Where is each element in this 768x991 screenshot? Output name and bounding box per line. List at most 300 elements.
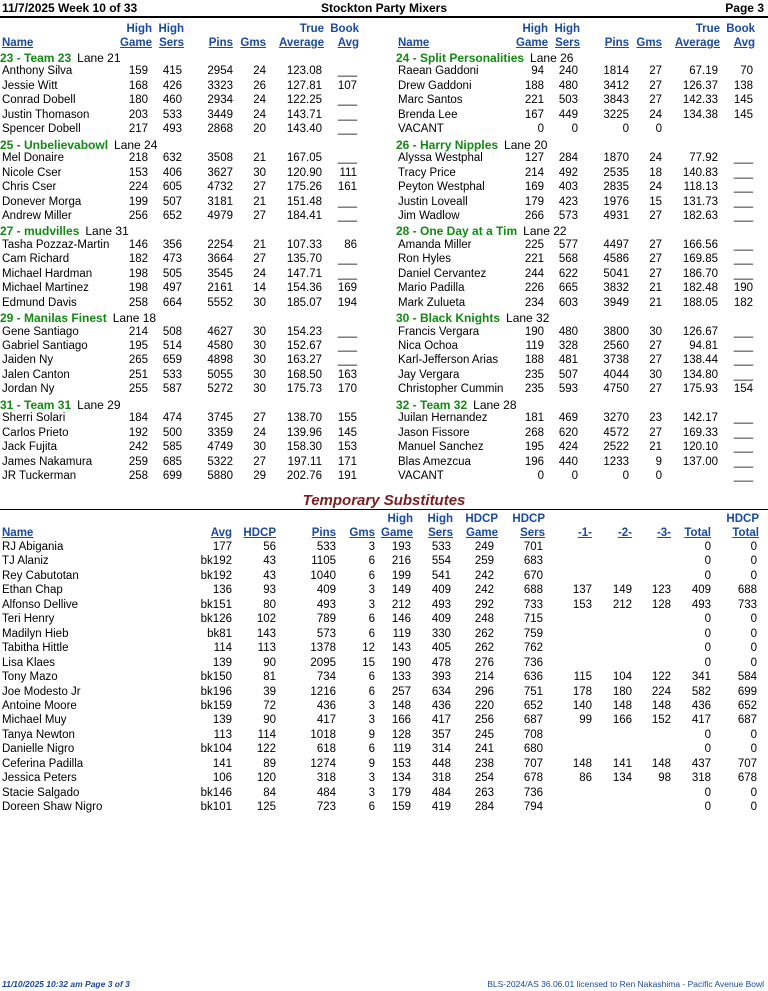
player-name: JR Tuckerman — [2, 470, 77, 483]
sub-col-pins: Pins — [311, 527, 336, 539]
sub-high-sers: 409 — [431, 613, 451, 626]
games: 14 — [253, 282, 266, 295]
high-sers: 481 — [558, 354, 578, 367]
sub-row — [0, 729, 768, 743]
sub-games: 3 — [368, 598, 375, 611]
book-average: ___ — [337, 340, 357, 352]
sub-high-sers: 541 — [431, 569, 451, 582]
sub-game-1: 115 — [573, 671, 592, 684]
high-game: 203 — [128, 108, 148, 121]
player-row — [0, 123, 384, 137]
sub-handicap: 84 — [263, 786, 276, 799]
sub-game-2: 180 — [612, 685, 632, 698]
high-game: 214 — [128, 325, 148, 338]
sub-games: 9 — [368, 757, 375, 770]
sub-row — [0, 613, 768, 627]
true-average: 151.48 — [286, 195, 322, 208]
sub-games: 6 — [368, 671, 375, 684]
page-number: Page 3 — [725, 1, 764, 15]
sub-hdcp-total: 584 — [737, 671, 757, 684]
sub-handicap: 102 — [256, 613, 276, 626]
sub-col-hdcp-sers-line2: Sers — [520, 527, 545, 539]
sub-games: 12 — [362, 642, 375, 655]
sub-games: 6 — [368, 569, 375, 582]
book-average: ___ — [337, 267, 357, 280]
team-header — [0, 398, 121, 412]
high-game: 169 — [524, 181, 544, 194]
high-sers: 533 — [162, 108, 182, 121]
high-sers: 620 — [558, 426, 578, 439]
high-sers: 603 — [558, 296, 578, 309]
pins: 5880 — [207, 470, 233, 483]
high-sers: 474 — [162, 412, 182, 425]
book-average: ___ — [337, 65, 357, 78]
sub-col-total: Total — [684, 527, 711, 539]
sub-name: TJ Alaniz — [2, 555, 49, 568]
sub-hdcp-sers: 687 — [523, 714, 543, 727]
col-book-avg-line2: Avg — [337, 37, 359, 49]
book-average: ___ — [733, 238, 753, 251]
player-row — [396, 456, 768, 470]
sub-games: 6 — [368, 801, 375, 814]
player-row — [396, 383, 768, 397]
games: 0 — [655, 470, 662, 483]
sub-hdcp-sers: 707 — [523, 757, 543, 770]
games: 30 — [253, 383, 266, 396]
player-row — [0, 239, 384, 253]
sub-high-sers: 436 — [431, 699, 451, 712]
true-average: 166.56 — [682, 238, 718, 251]
games: 24 — [253, 94, 266, 107]
true-average: 158.30 — [286, 441, 322, 454]
high-sers: 664 — [162, 296, 182, 309]
sub-hdcp-total: 699 — [737, 685, 757, 698]
sub-hdcp-sers: 736 — [523, 656, 543, 669]
player-row — [0, 470, 384, 484]
book-average: ___ — [337, 123, 357, 136]
book-average: 107 — [337, 79, 357, 92]
sub-pins: 1040 — [310, 569, 336, 582]
high-sers: 328 — [558, 340, 578, 352]
sub-name: Lisa Klaes — [2, 656, 56, 669]
sub-hdcp-game: 262 — [474, 642, 494, 655]
sub-name: Jessica Peters — [2, 772, 77, 785]
high-sers: 685 — [162, 455, 182, 468]
team-lane: Lane 29 — [77, 397, 121, 412]
player-row — [396, 470, 768, 484]
player-row — [396, 369, 768, 383]
sub-hdcp-total: 0 — [750, 627, 757, 640]
sub-hdcp-game: 292 — [474, 598, 494, 611]
sub-hdcp-game: 256 — [474, 714, 494, 727]
games: 30 — [253, 166, 266, 179]
high-sers: 605 — [162, 181, 182, 194]
high-sers: 585 — [162, 441, 182, 454]
high-game: 179 — [524, 195, 544, 208]
sub-high-game: 119 — [392, 627, 411, 640]
player-row — [0, 456, 384, 470]
high-sers: 493 — [162, 123, 182, 136]
sub-name: Ethan Chap — [2, 584, 63, 597]
player-row — [0, 181, 384, 195]
sub-average: 106 — [212, 772, 232, 785]
true-average: 152.67 — [286, 340, 322, 352]
player-name: Marc Santos — [398, 94, 463, 107]
book-average: 182 — [733, 296, 753, 309]
player-name: Blas Amezcua — [398, 455, 471, 468]
sub-high-sers: 405 — [431, 642, 451, 655]
player-name: Donever Morga — [2, 195, 82, 208]
sub-game-3: 98 — [658, 772, 671, 785]
pins: 4497 — [603, 238, 629, 251]
sub-pins: 618 — [316, 743, 336, 756]
book-average: 86 — [344, 238, 357, 251]
high-game: 218 — [128, 152, 148, 165]
sub-high-game: 193 — [391, 541, 411, 553]
sub-col-hdcp-sers-line1: HDCP — [512, 513, 545, 525]
sub-high-sers: 409 — [431, 584, 451, 597]
player-name: Karl-Jefferson Arias — [398, 354, 499, 367]
player-row — [396, 427, 768, 441]
col-true-average-line2: Average — [675, 37, 720, 49]
sub-hdcp-total: 678 — [737, 772, 757, 785]
high-game: 221 — [524, 253, 544, 266]
high-sers: 652 — [162, 209, 182, 222]
book-average: 155 — [337, 412, 357, 425]
games: 30 — [253, 368, 266, 381]
team-name: 27 - mudvilles — [0, 224, 80, 239]
player-name: Raean Gaddoni — [398, 65, 479, 78]
player-name: Jim Wadlow — [398, 209, 460, 222]
book-average: ___ — [733, 166, 753, 179]
true-average: 143.40 — [286, 123, 322, 136]
pins: 2868 — [207, 123, 233, 136]
player-name: Nica Ochoa — [398, 340, 459, 352]
sub-hdcp-sers: 688 — [523, 584, 543, 597]
true-average: 139.96 — [286, 426, 322, 439]
sub-col-hdcp-total-line2: Total — [732, 527, 759, 539]
pins: 3664 — [207, 253, 233, 266]
sub-pins: 409 — [316, 584, 336, 597]
sub-pins: 493 — [316, 598, 336, 611]
player-row — [396, 354, 768, 368]
games: 27 — [649, 426, 662, 439]
col-true-average-line1: True — [695, 23, 720, 35]
sub-name: Tabitha Hittle — [2, 642, 69, 655]
sub-total: 437 — [691, 757, 711, 770]
sub-row — [0, 555, 768, 569]
sub-high-game: 159 — [391, 801, 411, 814]
high-game: 256 — [128, 209, 148, 222]
sub-average: 177 — [212, 541, 232, 553]
high-sers: 500 — [162, 426, 182, 439]
sub-game-3: 224 — [651, 685, 671, 698]
player-row — [396, 268, 768, 282]
high-game: 196 — [524, 455, 544, 468]
sub-name: Madilyn Hieb — [2, 627, 69, 640]
sub-col-hdcp: HDCP — [243, 527, 276, 539]
player-name: Drew Gaddoni — [398, 79, 472, 92]
sub-hdcp-game: 296 — [474, 685, 494, 698]
sub-games: 3 — [368, 541, 375, 553]
sub-game-1: 99 — [579, 714, 592, 727]
sub-game-2: 212 — [612, 598, 632, 611]
sub-total: 0 — [704, 743, 711, 756]
sub-col-high-sers-line2: Sers — [428, 527, 453, 539]
true-average: 77.92 — [689, 152, 718, 165]
col-name: Name — [398, 37, 430, 49]
sub-row — [0, 743, 768, 757]
high-game: 195 — [128, 340, 148, 352]
high-game: 258 — [128, 470, 148, 483]
sub-pins: 436 — [316, 699, 336, 712]
games: 20 — [253, 123, 266, 136]
sub-total: 417 — [691, 714, 711, 727]
games: 30 — [253, 340, 266, 352]
sub-handicap: 72 — [263, 699, 276, 712]
col-high-sers-line1: High — [158, 23, 184, 35]
true-average: 142.33 — [682, 94, 718, 107]
sub-hdcp-game: 276 — [474, 656, 494, 669]
sub-game-1: 86 — [579, 772, 592, 785]
pins: 3745 — [207, 412, 233, 425]
player-name: Gene Santiago — [2, 325, 79, 338]
sub-average: 141 — [212, 757, 232, 770]
pins: 3508 — [207, 152, 233, 165]
sub-col-hdcp-game-line2: Game — [466, 527, 498, 539]
games: 27 — [253, 412, 266, 425]
book-average: ___ — [337, 209, 357, 222]
sub-hdcp-total: 707 — [737, 757, 757, 770]
sub-games: 6 — [368, 613, 375, 626]
team-header — [0, 51, 121, 65]
sub-name: RJ Abigania — [2, 541, 64, 553]
games: 24 — [649, 108, 662, 121]
sub-average: bk159 — [200, 699, 232, 712]
sub-col-hdcp-game-line1: HDCP — [465, 513, 498, 525]
sub-name: Antoine Moore — [2, 699, 77, 712]
pins: 3545 — [207, 267, 233, 280]
team-header — [0, 311, 156, 325]
sub-total: 0 — [704, 613, 711, 626]
high-sers: 473 — [162, 253, 182, 266]
sub-handicap: 125 — [256, 801, 276, 814]
pins: 2835 — [603, 181, 629, 194]
true-average: 182.48 — [682, 282, 718, 295]
sub-pins: 484 — [316, 786, 336, 799]
book-average: 161 — [337, 181, 357, 194]
pins: 1870 — [603, 152, 629, 165]
sub-game-2: 141 — [612, 757, 632, 770]
player-name: Mark Zulueta — [398, 296, 466, 309]
player-row — [0, 412, 384, 426]
high-sers: 240 — [558, 65, 578, 78]
high-sers: 577 — [558, 238, 578, 251]
high-sers: 508 — [162, 325, 182, 338]
high-game: 192 — [128, 426, 148, 439]
games: 27 — [253, 181, 266, 194]
sub-games: 9 — [368, 728, 375, 741]
high-game: 198 — [128, 267, 148, 280]
header-divider — [0, 16, 768, 18]
team-name: 30 - Black Knights — [396, 311, 501, 326]
sub-hdcp-game: 254 — [474, 772, 494, 785]
team-header — [396, 398, 517, 412]
pins: 4898 — [207, 354, 233, 367]
high-game: 0 — [537, 123, 544, 136]
sub-game-2: 104 — [612, 671, 632, 684]
subs-column-headers — [0, 513, 768, 541]
sub-high-sers: 634 — [431, 685, 451, 698]
high-game: 251 — [128, 368, 148, 381]
pins: 0 — [622, 123, 629, 136]
player-name: Francis Vergara — [398, 325, 480, 338]
pins: 4749 — [207, 441, 233, 454]
pins: 4580 — [207, 340, 233, 352]
true-average: 175.73 — [286, 383, 322, 396]
true-average: 118.13 — [683, 181, 718, 194]
player-name: Mario Padilla — [398, 282, 465, 295]
sub-name: Rey Cabutotan — [2, 569, 79, 582]
team-name: 23 - Team 23 — [0, 51, 72, 65]
sub-col-g3: -3- — [656, 527, 671, 539]
sub-col-high-game-line1: High — [387, 513, 413, 525]
player-row — [0, 297, 384, 311]
player-row — [0, 354, 384, 368]
sub-row — [0, 584, 768, 598]
sub-name: Joe Modesto Jr — [2, 685, 81, 698]
high-sers: 415 — [162, 65, 182, 78]
games: 24 — [253, 267, 266, 280]
book-average: ___ — [733, 152, 753, 165]
true-average: 143.71 — [286, 108, 322, 121]
pins: 3949 — [603, 296, 629, 309]
high-game: 199 — [128, 195, 148, 208]
pins: 3800 — [603, 325, 629, 338]
col-high-sers-line1: High — [554, 23, 580, 35]
sub-name: Michael Muy — [2, 714, 67, 727]
sub-handicap: 56 — [263, 541, 276, 553]
high-game: 180 — [128, 94, 148, 107]
pins: 3225 — [603, 108, 629, 121]
player-row — [0, 167, 384, 181]
games: 23 — [649, 412, 662, 425]
sub-game-1: 148 — [572, 757, 592, 770]
sub-hdcp-total: 0 — [750, 656, 757, 669]
high-sers: 480 — [558, 325, 578, 338]
pins: 3738 — [603, 354, 629, 367]
pins: 2254 — [207, 238, 233, 251]
sub-average: 113 — [213, 728, 232, 741]
book-average: ___ — [733, 267, 753, 280]
sub-hdcp-game: 238 — [474, 757, 494, 770]
high-sers: 356 — [162, 238, 182, 251]
player-name: Mel Donaire — [2, 152, 64, 165]
high-game: 265 — [128, 354, 148, 367]
games: 24 — [253, 108, 266, 121]
sub-pins: 734 — [316, 671, 336, 684]
sub-hdcp-total: 0 — [750, 642, 757, 655]
sub-col-g1: -1- — [577, 527, 592, 539]
sub-hdcp-game: 284 — [474, 801, 494, 814]
player-name: Andrew Miller — [2, 209, 72, 222]
sub-row — [0, 801, 768, 815]
high-game: 188 — [524, 354, 544, 367]
sub-high-game: 143 — [391, 642, 411, 655]
high-game: 225 — [524, 238, 544, 251]
team-lane: Lane 21 — [77, 51, 121, 65]
sub-average: bk104 — [200, 743, 232, 756]
book-average: 163 — [337, 368, 357, 381]
games: 30 — [253, 441, 266, 454]
sub-hdcp-sers: 736 — [523, 786, 543, 799]
high-game: 268 — [524, 426, 544, 439]
sub-hdcp-sers: 678 — [523, 772, 543, 785]
col-high-sers-line2: Sers — [555, 37, 580, 49]
player-name: Carlos Prieto — [2, 426, 69, 439]
high-game: 214 — [524, 166, 544, 179]
player-name: Conrad Dobell — [2, 94, 76, 107]
sub-row — [0, 541, 768, 555]
sub-games: 6 — [368, 685, 375, 698]
sub-game-3: 148 — [651, 699, 671, 712]
sub-average: bk150 — [200, 671, 232, 684]
sub-pins: 1105 — [311, 555, 336, 568]
player-name: Peyton Westphal — [398, 181, 485, 194]
pins: 4627 — [207, 325, 233, 338]
true-average: 122.25 — [286, 94, 322, 107]
player-name: VACANT — [398, 470, 444, 483]
games: 27 — [649, 253, 662, 266]
true-average: 135.70 — [286, 253, 322, 266]
true-average: 120.90 — [286, 166, 322, 179]
sub-hdcp-game: 242 — [474, 584, 494, 597]
games: 24 — [253, 426, 266, 439]
sub-game-2: 149 — [612, 584, 632, 597]
book-average: ___ — [337, 325, 357, 338]
book-average: 190 — [733, 282, 753, 295]
pins: 3270 — [603, 412, 629, 425]
sub-col-hdcp-total-line1: HDCP — [726, 513, 759, 525]
book-average: ___ — [337, 94, 357, 107]
high-game: 119 — [525, 340, 544, 352]
sub-hdcp-game: 242 — [474, 569, 494, 582]
col-gms: Gms — [636, 37, 662, 49]
player-name: Alyssa Westphal — [398, 152, 483, 165]
player-row — [0, 282, 384, 296]
player-name: Chris Cser — [2, 181, 57, 194]
player-name: Michael Hardman — [2, 267, 93, 280]
sub-game-2: 134 — [612, 772, 632, 785]
sub-col-gms: Gms — [349, 527, 375, 539]
high-sers: 573 — [558, 209, 578, 222]
team-name: 31 - Team 31 — [0, 397, 72, 412]
team-header — [0, 224, 129, 238]
pins: 3843 — [603, 94, 629, 107]
book-average: ___ — [733, 412, 753, 425]
sub-games: 3 — [368, 699, 375, 712]
player-row — [396, 326, 768, 340]
report-date-week: 11/7/2025 Week 10 of 33 — [2, 1, 138, 15]
book-average: 169 — [337, 282, 357, 295]
true-average: 163.27 — [286, 354, 322, 367]
player-row — [0, 427, 384, 441]
sub-high-game: 190 — [391, 656, 411, 669]
sub-row — [0, 787, 768, 801]
high-sers: 632 — [162, 152, 182, 165]
true-average: 127.81 — [286, 79, 322, 92]
high-sers: 284 — [558, 152, 578, 165]
